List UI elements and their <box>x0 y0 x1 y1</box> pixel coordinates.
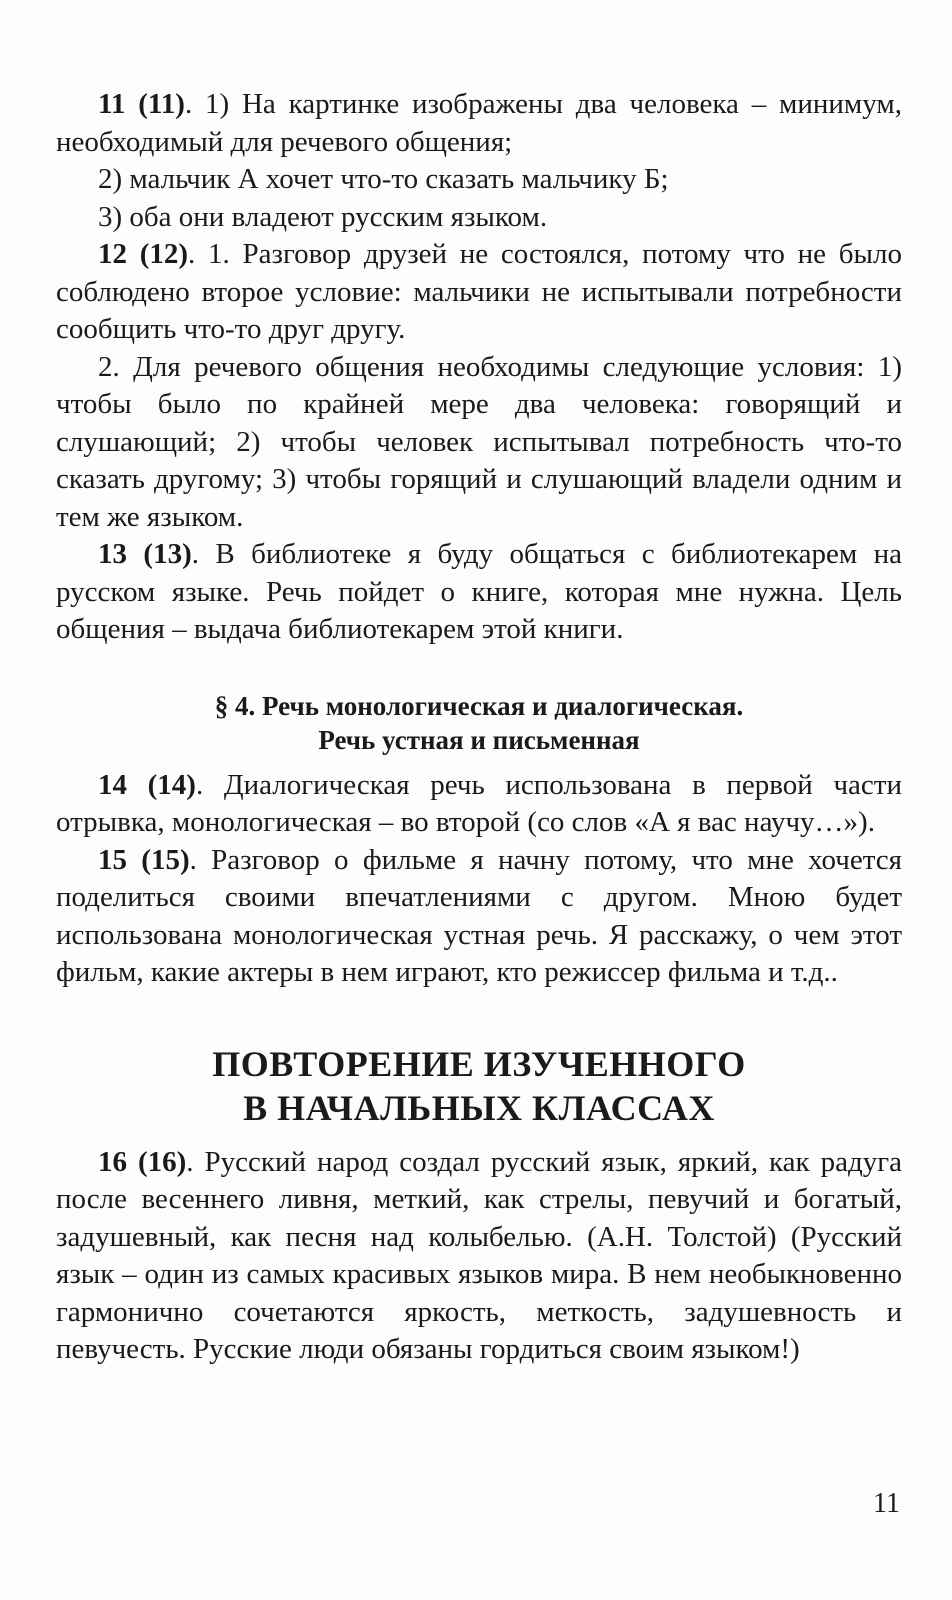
answer-15 <box>56 842 902 992</box>
answer-text: 2. Для речевого общения необходимы следующие условия: 1) чтобы было по крайней мере два человека: говорящий и слушающий; 2) чтобы человек испытывал потребность что-то сказать другому; 3) чтобы горящий и слушающий владели одним и тем же языком. <box>56 350 902 533</box>
answer-text: 3) оба они владеют русским языком. <box>98 200 548 233</box>
answer-text: 2) мальчик А хочет что-то сказать мальчику Б; <box>98 163 669 195</box>
chapter-heading <box>56 1042 902 1130</box>
answer-text: . 1) На картинке изображены два человека – минимум, необходимый для речевого общения; <box>56 88 902 158</box>
answer-number: 12 (12) <box>98 238 189 270</box>
answer-12 <box>56 236 902 349</box>
page-number: 11 <box>873 1488 900 1519</box>
answer-text: . Русский народ создал русский язык, яркий, как радуга после весеннего ливня, меткий, как стрелы, певучий и богатый, задушевный, как песня над колыбелью. (А.Н. Толстой) (Русский язык – один из самых красивых языков мира. В нем необыкновенно гармонично сочетаются яркость, меткость, задушевность и певучесть. Русские люди обязаны гордиться своим языком!) <box>56 1145 902 1365</box>
answer-12-part-2 <box>56 349 902 537</box>
answer-11 <box>56 86 902 161</box>
section-heading <box>56 689 902 757</box>
answer-text: . 1. Разговор друзей не состоялся, потому что не было соблюдено второе условие: мальчики не испытывали потребности сообщить что-то друг другу. <box>56 238 902 345</box>
chapter-heading-line-1: ПОВТОРЕНИЕ ИЗУЧЕННОГО <box>212 1043 746 1084</box>
chapter-heading-line-2: В НАЧАЛЬНЫХ КЛАССАХ <box>243 1087 715 1128</box>
answer-text: . Разговор о фильме я начну потому, что мне хочется поделиться своими впечатлениями с другом. Мною будет использована монологическая устная речь. Я расскажу, о чем этот фильм, какие актеры в нем играют, кто режиссер фильма и т.д.. <box>56 843 902 988</box>
answer-text: . Диалогическая речь использована в первой части отрывка, монологическая – во второй (со слов «А я вас научу…»). <box>56 768 902 838</box>
answer-11-item-3 <box>56 199 902 237</box>
answer-text: . В библиотеке я буду общаться с библиотекарем на русском языке. Речь пойдет о книге, которая мне нужна. Цель общения – выдача библиотекарем этой книги. <box>56 538 902 645</box>
answer-11-item-2 <box>56 161 902 199</box>
answer-number: 13 (13) <box>98 538 192 570</box>
answer-number: 11 (11) <box>98 88 185 120</box>
answer-13 <box>56 536 902 649</box>
section-heading-line-1: § 4. Речь монологическая и диалогическая. <box>214 690 744 721</box>
answer-number: 14 (14) <box>98 768 196 801</box>
section-heading-line-2: Речь устная и письменная <box>318 724 640 755</box>
answer-number: 15 (15) <box>98 843 190 876</box>
answer-16 <box>56 1144 902 1369</box>
page-content <box>56 86 902 1369</box>
answer-number: 16 (16) <box>98 1145 187 1178</box>
answer-14 <box>56 767 902 842</box>
